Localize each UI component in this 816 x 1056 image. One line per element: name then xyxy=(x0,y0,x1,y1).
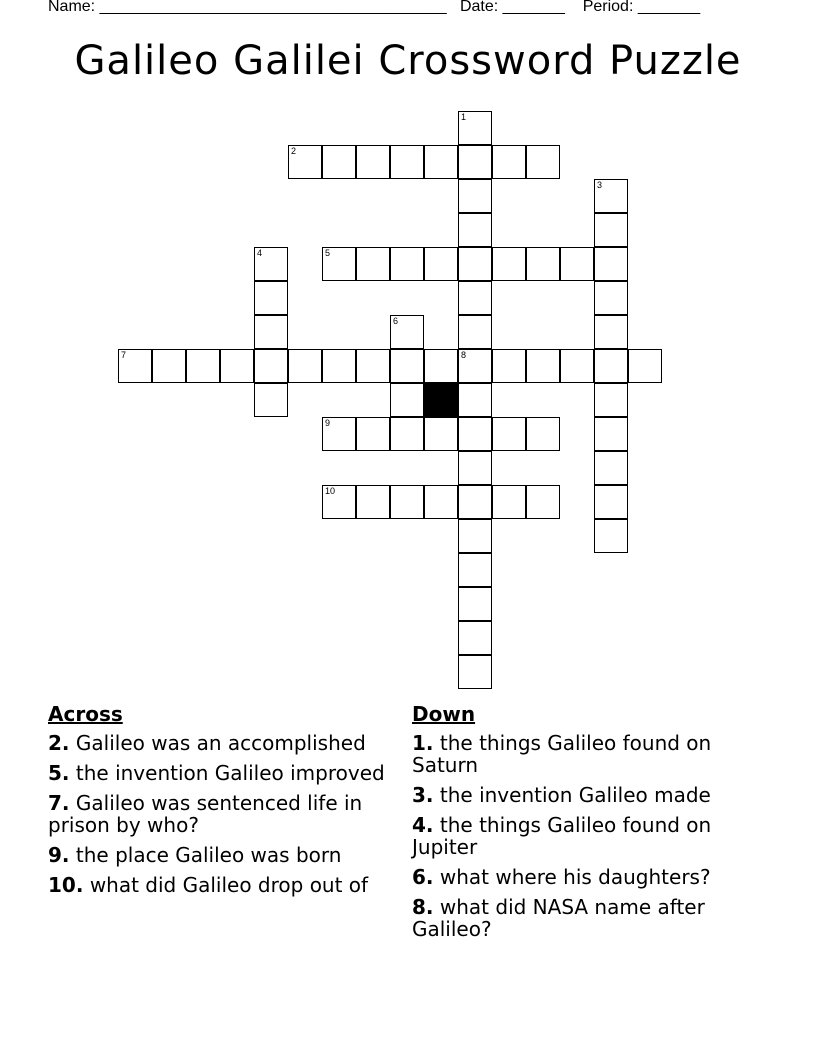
grid-cell[interactable] xyxy=(458,281,492,315)
cell-number: 1 xyxy=(461,112,467,122)
grid-cell[interactable] xyxy=(458,315,492,349)
grid-cell[interactable] xyxy=(356,349,390,383)
cell-number: 2 xyxy=(291,146,297,156)
grid-cell[interactable] xyxy=(424,145,458,179)
cell-number: 3 xyxy=(597,180,603,190)
grid-cell[interactable] xyxy=(594,383,628,417)
grid-cell[interactable] xyxy=(560,349,594,383)
grid-cell[interactable] xyxy=(254,247,288,281)
grid-cell[interactable] xyxy=(356,417,390,451)
grid-cell[interactable] xyxy=(458,655,492,689)
grid-cell[interactable] xyxy=(322,417,356,451)
grid-cell[interactable] xyxy=(458,519,492,553)
grid-cell[interactable] xyxy=(254,281,288,315)
grid-cell[interactable] xyxy=(492,145,526,179)
grid-cell[interactable] xyxy=(356,145,390,179)
grid-cell[interactable] xyxy=(390,349,424,383)
grid-cell[interactable] xyxy=(526,247,560,281)
grid-cell[interactable] xyxy=(322,485,356,519)
grid-cell[interactable] xyxy=(458,621,492,655)
clue-across-5: 5. the invention Galileo improved xyxy=(48,761,385,785)
header-fields: Name: _______________________________________ Date: _______ Period: _______ xyxy=(48,0,701,15)
grid-cell[interactable] xyxy=(594,451,628,485)
cell-number: 4 xyxy=(257,248,263,258)
cell-number: 6 xyxy=(393,316,399,326)
grid-cell[interactable] xyxy=(288,349,322,383)
grid-cell[interactable] xyxy=(322,145,356,179)
grid-cell[interactable] xyxy=(322,349,356,383)
grid-cell[interactable] xyxy=(560,247,594,281)
grid-cell[interactable] xyxy=(118,349,152,383)
grid-cell[interactable] xyxy=(390,485,424,519)
grid-cell[interactable] xyxy=(458,349,492,383)
grid-cell[interactable] xyxy=(424,247,458,281)
grid-cell[interactable] xyxy=(458,451,492,485)
grid-cell[interactable] xyxy=(526,417,560,451)
grid-cell[interactable] xyxy=(594,315,628,349)
grid-cell[interactable] xyxy=(526,349,560,383)
cell-number: 8 xyxy=(461,350,467,360)
grid-cell[interactable] xyxy=(424,485,458,519)
grid-cell[interactable] xyxy=(356,247,390,281)
grid-cell[interactable] xyxy=(458,383,492,417)
grid-cell[interactable] xyxy=(390,247,424,281)
grid-cell[interactable] xyxy=(594,179,628,213)
grid-cell[interactable] xyxy=(492,247,526,281)
down-heading: Down xyxy=(412,702,476,726)
clue-down-6: 6. what where his daughters? xyxy=(412,865,711,889)
grid-cell[interactable] xyxy=(594,519,628,553)
grid-cell[interactable] xyxy=(458,247,492,281)
grid-cell[interactable] xyxy=(390,417,424,451)
cell-number: 5 xyxy=(325,248,331,258)
grid-cell[interactable] xyxy=(628,349,662,383)
grid-cell[interactable] xyxy=(254,315,288,349)
grid-cell[interactable] xyxy=(594,281,628,315)
grid-cell[interactable] xyxy=(254,349,288,383)
black-square xyxy=(424,383,458,417)
grid-cell[interactable] xyxy=(186,349,220,383)
grid-cell[interactable] xyxy=(458,179,492,213)
grid-cell[interactable] xyxy=(220,349,254,383)
clue-across-7: 7. Galileo was sentenced life in prison by who? xyxy=(48,791,363,837)
grid-cell[interactable] xyxy=(458,417,492,451)
clue-across-9: 9. the place Galileo was born xyxy=(48,843,342,867)
grid-cell[interactable] xyxy=(594,417,628,451)
clue-across-2: 2. Galileo was an accomplished xyxy=(48,731,366,755)
grid-cell[interactable] xyxy=(254,383,288,417)
grid-cell[interactable] xyxy=(424,417,458,451)
grid-cell[interactable] xyxy=(594,213,628,247)
grid-cell[interactable] xyxy=(492,349,526,383)
down-clues xyxy=(412,702,752,948)
grid-cell[interactable] xyxy=(458,145,492,179)
cell-number: 9 xyxy=(325,418,331,428)
grid-cell[interactable] xyxy=(526,145,560,179)
across-clues xyxy=(48,702,388,904)
grid-cell[interactable] xyxy=(458,111,492,145)
clue-down-1: 1. the things Galileo found on Saturn xyxy=(412,731,712,777)
clue-across-10: 10. what did Galileo drop out of xyxy=(48,873,369,897)
grid-cell[interactable] xyxy=(322,247,356,281)
grid-cell[interactable] xyxy=(594,247,628,281)
across-heading: Across xyxy=(48,702,123,726)
grid-cell[interactable] xyxy=(594,485,628,519)
grid-cell[interactable] xyxy=(390,145,424,179)
grid-cell[interactable] xyxy=(458,587,492,621)
grid-cell[interactable] xyxy=(390,383,424,417)
cell-number: 7 xyxy=(121,350,127,360)
clue-down-4: 4. the things Galileo found on Jupiter xyxy=(412,813,712,859)
grid-cell[interactable] xyxy=(458,213,492,247)
clue-down-3: 3. the invention Galileo made xyxy=(412,783,711,807)
grid-cell[interactable] xyxy=(458,485,492,519)
grid-cell[interactable] xyxy=(492,485,526,519)
grid-cell[interactable] xyxy=(492,417,526,451)
grid-cell[interactable] xyxy=(356,485,390,519)
page-title: Galileo Galilei Crossword Puzzle xyxy=(74,38,742,84)
grid-cell[interactable] xyxy=(526,485,560,519)
grid-cell[interactable] xyxy=(424,349,458,383)
clue-down-8: 8. what did NASA name after Galileo? xyxy=(412,895,705,941)
grid-cell[interactable] xyxy=(288,145,322,179)
grid-cell[interactable] xyxy=(390,315,424,349)
grid-cell[interactable] xyxy=(152,349,186,383)
grid-cell[interactable] xyxy=(594,349,628,383)
grid-cell[interactable] xyxy=(458,553,492,587)
cell-number: 10 xyxy=(325,486,336,496)
